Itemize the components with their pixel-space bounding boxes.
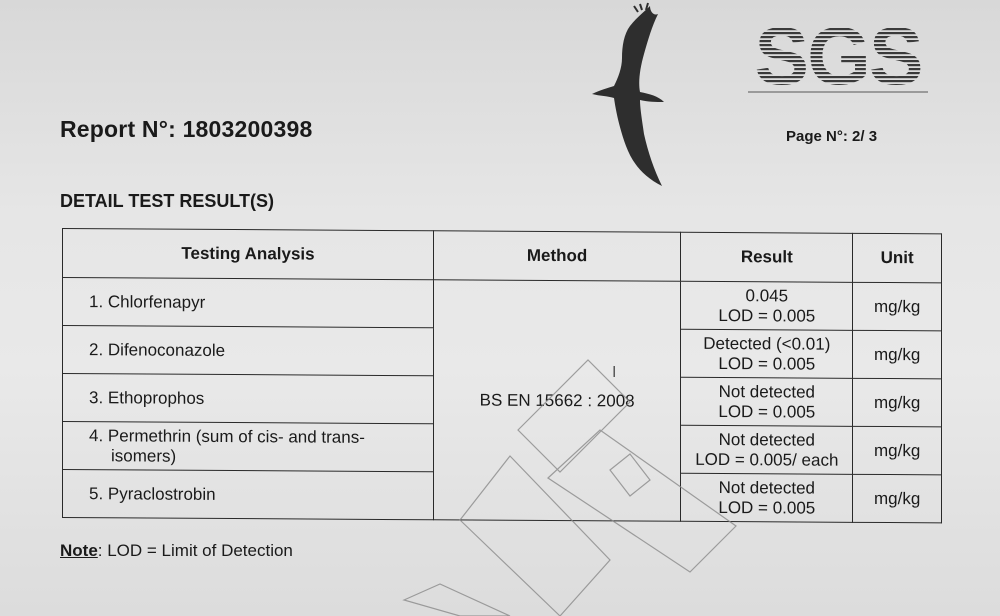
page-number xyxy=(786,128,877,145)
result-lod: LOD = 0.005 xyxy=(718,401,816,422)
unit-cell: mg/kg xyxy=(853,282,942,331)
result-lod: LOD = 0.005 xyxy=(718,497,816,518)
page-value: 2/ 3 xyxy=(852,128,878,145)
page-label: Page N°: xyxy=(786,128,848,145)
footnote xyxy=(60,541,293,561)
result-cell xyxy=(681,473,853,522)
unit-cell: mg/kg xyxy=(853,474,942,523)
report-number xyxy=(60,116,312,143)
unit-cell: mg/kg xyxy=(853,330,942,379)
analyte-cell: 3. Ethoprophos xyxy=(63,374,434,424)
result-lod: LOD = 0.005 xyxy=(718,305,816,326)
result-value: Detected (<0.01) xyxy=(703,333,831,354)
result-value: Not detected xyxy=(718,477,816,498)
column-header-method: Method xyxy=(433,231,680,282)
column-header-unit: Unit xyxy=(853,233,942,283)
analyte-cell xyxy=(63,422,434,472)
sgs-logo xyxy=(748,12,928,96)
analyte-line: 4. Permethrin (sum of cis- and trans- xyxy=(89,425,365,447)
eagle-icon xyxy=(578,2,670,188)
text-cursor-icon: I xyxy=(612,364,617,381)
report-label: Report N°: xyxy=(60,116,176,142)
result-lod: LOD = 0.005 xyxy=(718,353,816,374)
results-table xyxy=(62,228,942,523)
result-value: Not detected xyxy=(718,381,816,402)
note-text: : LOD = Limit of Detection xyxy=(97,541,293,560)
column-header-result: Result xyxy=(681,232,853,282)
svg-text:SGS: SGS xyxy=(754,12,922,96)
unit-cell: mg/kg xyxy=(853,378,942,427)
note-label: Note xyxy=(60,541,98,560)
analyte-cell: 2. Difenoconazole xyxy=(63,326,434,376)
result-cell xyxy=(681,329,853,378)
result-lod: LOD = 0.005/ each xyxy=(695,449,839,470)
column-header-testing-analysis: Testing Analysis xyxy=(63,229,434,280)
unit-cell: mg/kg xyxy=(853,426,942,475)
result-cell xyxy=(681,377,853,426)
analyte-cell: 1. Chlorfenapyr xyxy=(63,278,434,328)
analyte-cell: 5. Pyraclostrobin xyxy=(63,470,434,520)
result-cell xyxy=(681,425,853,474)
section-title: DETAIL TEST RESULT(S) xyxy=(60,191,274,211)
table-row xyxy=(63,278,942,331)
result-value: 0.045 xyxy=(745,285,789,305)
report-value: 1803200398 xyxy=(182,116,313,142)
result-cell xyxy=(681,281,853,330)
method-cell: BS EN 15662 : 2008 xyxy=(433,280,680,522)
result-value: Not detected xyxy=(718,429,816,450)
table-header-row xyxy=(63,229,942,283)
analyte-line: isomers) xyxy=(111,445,177,466)
